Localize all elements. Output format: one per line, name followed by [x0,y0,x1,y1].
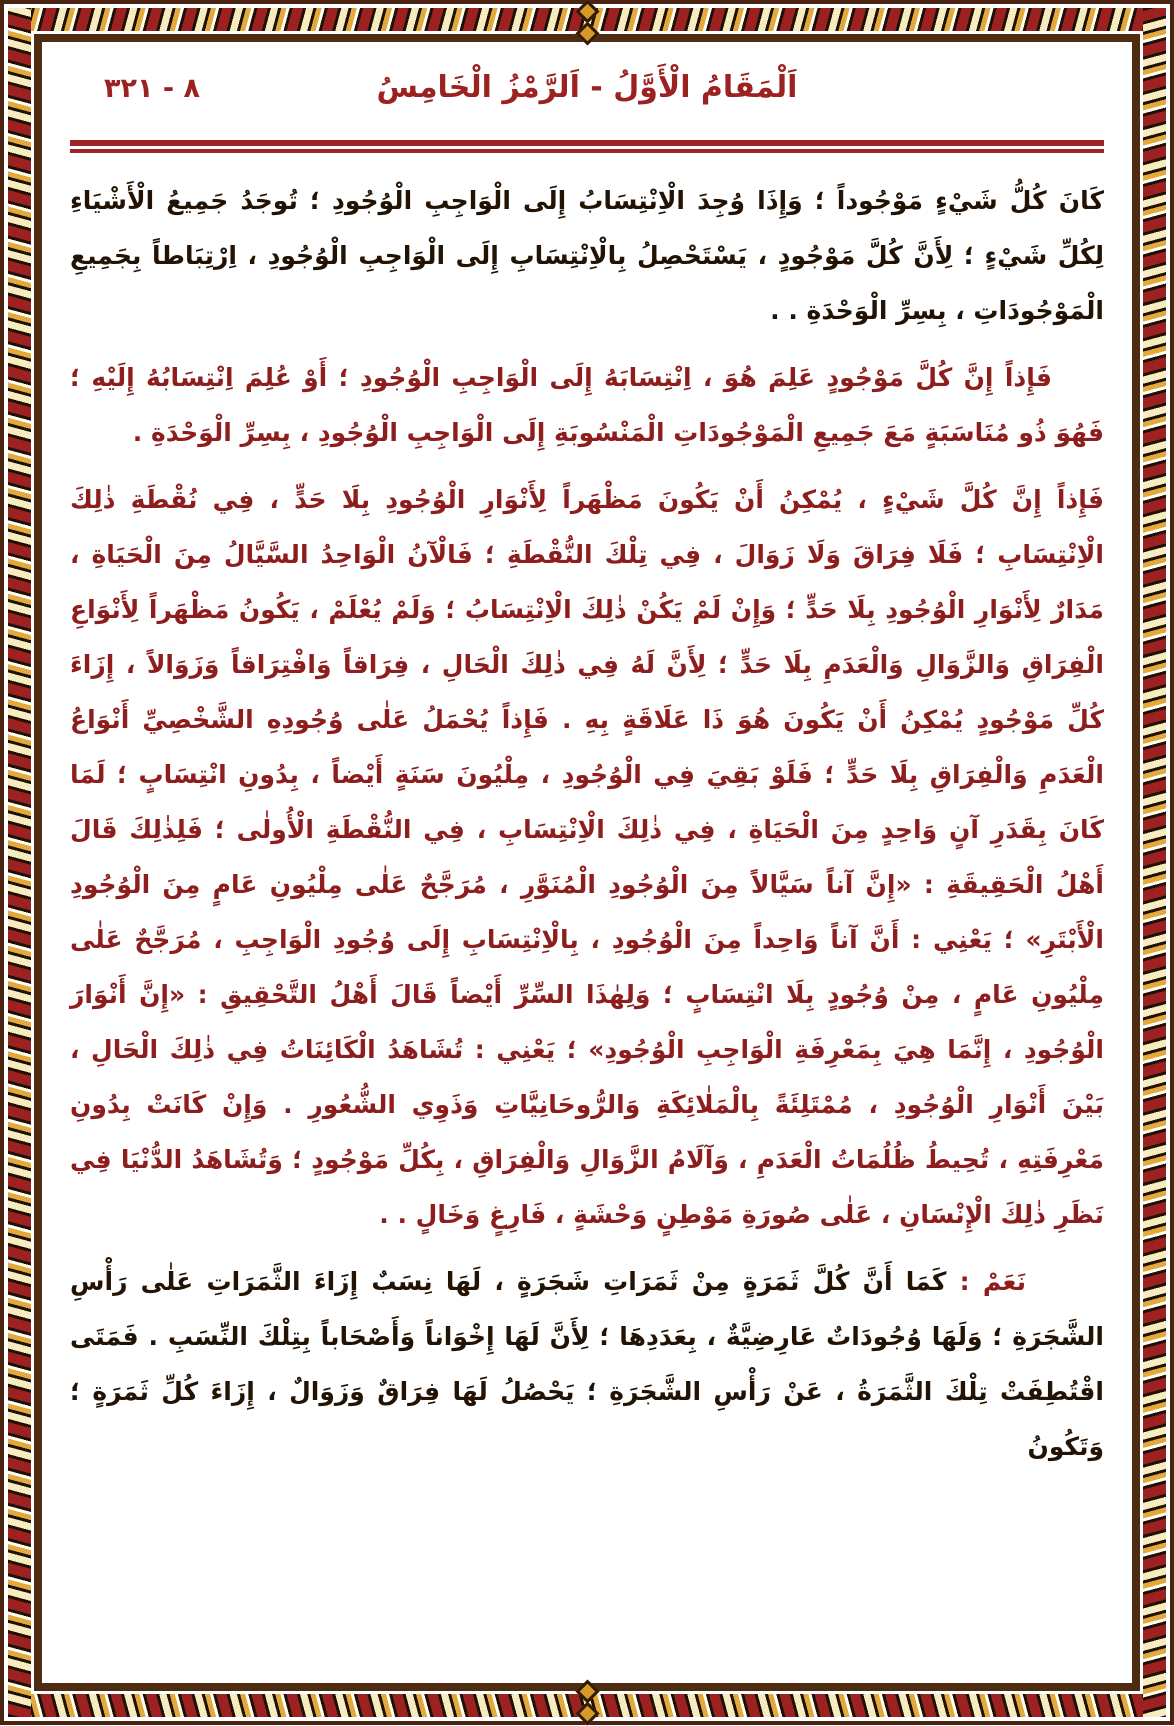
paragraph-red-2: فَإِذاً إِنَّ كُلَّ شَيْءٍ ، يُمْكِنُ أَنْ يَكُونَ مَظْهَراً لِأَنْوَارِ الْوُجُودِ بِلَا حَدٍّ ، فِي نُقْطَةِ ذٰلِكَ الْاِنْتِسَابِ ؛ فَلَا فِرَاقَ وَلَا زَوَالَ ، فِي تِلْكَ النُّقْطَةِ ؛ فَالْآنُ الْوَاحِدُ السَّيَّالُ مِنَ الْحَيَاةِ ، مَدَارٌ لِأَنْوَارِ الْوُجُودِ بِلَا حَدٍّ ؛ وَإِنْ لَمْ يَكُنْ ذٰلِكَ الْاِنْتِسَابُ ؛ وَلَمْ يُعْلَمْ ، يَكُونُ مَظْهَراً لِأَنْوَاعِ الْفِرَاقِ وَالزَّوَالِ وَالْعَدَمِ بِلَا حَدٍّ ؛ لِأَنَّ لَهُ فِي ذٰلِكَ الْحَالِ ، فِرَاقاً وَافْتِرَاقاً وَزَوَالاً ، إِزَاءَ كُلِّ مَوْجُودٍ يُمْكِنُ أَنْ يَكُونَ هُوَ ذَا عَلَاقَةٍ بِهِ . فَإِذاً يُحْمَلُ عَلٰى وُجُودِهِ الشَّخْصِيِّ أَنْوَاعُ الْعَدَمِ وَالْفِرَاقِ بِلَا حَدٍّ ؛ فَلَوْ بَقِيَ فِي الْوُجُودِ ، مِلْيُونَ سَنَةٍ أَيْضاً ، بِدُونِ انْتِسَابٍ ؛ لَمَا كَانَ بِقَدَرِ آنٍ وَاحِدٍ مِنَ الْحَيَاةِ ، فِي ذٰلِكَ الْاِنْتِسَابِ ، فِي النُّقْطَةِ الْأُولٰى ؛ فَلِذٰلِكَ قَالَ أَهْلُ الْحَقِيقَةِ : «إِنَّ آناً سَيَّالاً مِنَ الْوُجُودِ الْمُنَوَّرِ ، مُرَجَّحٌ عَلٰى مِلْيُونِ عَامٍ مِنَ الْوُجُودِ الْأَبْتَرِ» ؛ يَعْنِي : أَنَّ آناً وَاحِداً مِنَ الْوُجُودِ ، بِالْاِنْتِسَابِ إِلَى وُجُودِ الْوَاجِبِ ، مُرَجَّحٌ عَلٰى مِلْيُونِ عَامٍ ، مِنْ وُجُودٍ بِلَا انْتِسَابٍ ؛ وَلِهٰذَا السِّرِّ أَيْضاً قَالَ أَهْلُ التَّحْقِيقِ : «إِنَّ أَنْوَارَ الْوُجُودِ ، إِنَّمَا هِيَ بِمَعْرِفَةِ الْوَاجِبِ الْوُجُودِ» ؛ يَعْنِي : تُشَاهَدُ الْكَائِنَاتُ فِي ذٰلِكَ الْحَالِ ، بَيْنَ أَنْوَارِ الْوُجُودِ ، مُمْتَلِئَةً بِالْمَلٰائِكَةِ وَالرُّوحَانِيَّاتِ وَذَوِي الشُّعُورِ . وَإِنْ كَانَتْ بِدُونِ مَعْرِفَتِهِ ، تُحِيطُ ظُلُمَاتُ الْعَدَمِ ، وَآلَامُ الزَّوَالِ وَالْفِرَاقِ ، بِكُلِّ مَوْجُودٍ ؛ وَتُشَاهَدُ الدُّنْيَا فِي نَظَرِ ذٰلِكَ الْإِنْسَانِ ، عَلٰى صُورَةِ مَوْطِنٍ وَحْشَةٍ ، فَارِغٍ وَخَالٍ . . [70,485,1104,1229]
header-divider [70,140,1104,153]
paragraph-naam [70,1254,1104,1474]
ornamental-border-left [8,8,31,1717]
page-number: ٨ - ٣٢١ [104,73,200,104]
paragraph-red-1: فَإِذاً إِنَّ كُلَّ مَوْجُودٍ عَلِمَ هُوَ ، اِنْتِسَابَهُ إِلَى الْوَاجِبِ الْوُجُودِ ؛ أَوْ عُلِمَ اِنْتِسَابُهُ إِلَيْهِ ؛ فَهُوَ ذُو مُنَاسَبَةٍ مَعَ جَمِيعِ الْمَوْجُودَاتِ الْمَنْسُوبَةِ إِلَى الْوَاجِبِ الْوُجُودِ ، بِسِرِّ الْوَحْدَةِ . [70,363,1104,447]
page-content [42,42,1132,1683]
paragraph-naam-text: كَمَا أَنَّ كُلَّ ثَمَرَةٍ مِنْ ثَمَرَاتِ شَجَرَةٍ ، لَهَا نِسَبٌ إِزَاءَ الثَّمَرَاتِ عَلٰى رَأْسِ الشَّجَرَةِ ؛ وَلَهَا وُجُودَاتٌ عَارِضِيَّةٌ ، بِعَدَدِهَا ؛ لِأَنَّ لَهَا إِخْوَاناً وَأَصْحَاباً بِتِلْكَ النِّسَبِ . فَمَتَى اقْتُطِفَتْ تِلْكَ الثَّمَرَةُ ، عَنْ رَأْسِ الشَّجَرَةِ ؛ يَحْصُلُ لَهَا فِرَاقٌ وَزَوَالٌ ، إِزَاءَ كُلِّ ثَمَرَةٍ ؛ وَتَكُونُ [70,1267,1104,1461]
page-title: اَلْمَقَامُ الْأَوَّلُ - اَلرَّمْزُ الْخَامِسُ [376,70,798,105]
page-header [70,70,1104,126]
body-text [70,173,1104,1474]
ornamental-border-right [1143,8,1166,1717]
paragraph-lead-word: نَعَمْ : [946,1267,1026,1296]
paragraph-continuation: كَانَ كُلُّ شَيْءٍ مَوْجُوداً ؛ وَإِذَا وُجِدَ الْاِنْتِسَابُ إِلَى الْوَاجِبِ الْوُجُودِ ؛ تُوجَدُ جَمِيعُ الْأَشْيَاءِ لِكُلِّ شَيْءٍ ؛ لِأَنَّ كُلَّ مَوْجُودٍ ، يَسْتَحْصِلُ بِالْاِنْتِسَابِ إِلَى الْوَاجِبِ الْوُجُودِ ، اِرْتِبَاطاً بِجَمِيعِ الْمَوْجُودَاتِ ، بِسِرِّ الْوَحْدَةِ . . [70,186,1104,325]
